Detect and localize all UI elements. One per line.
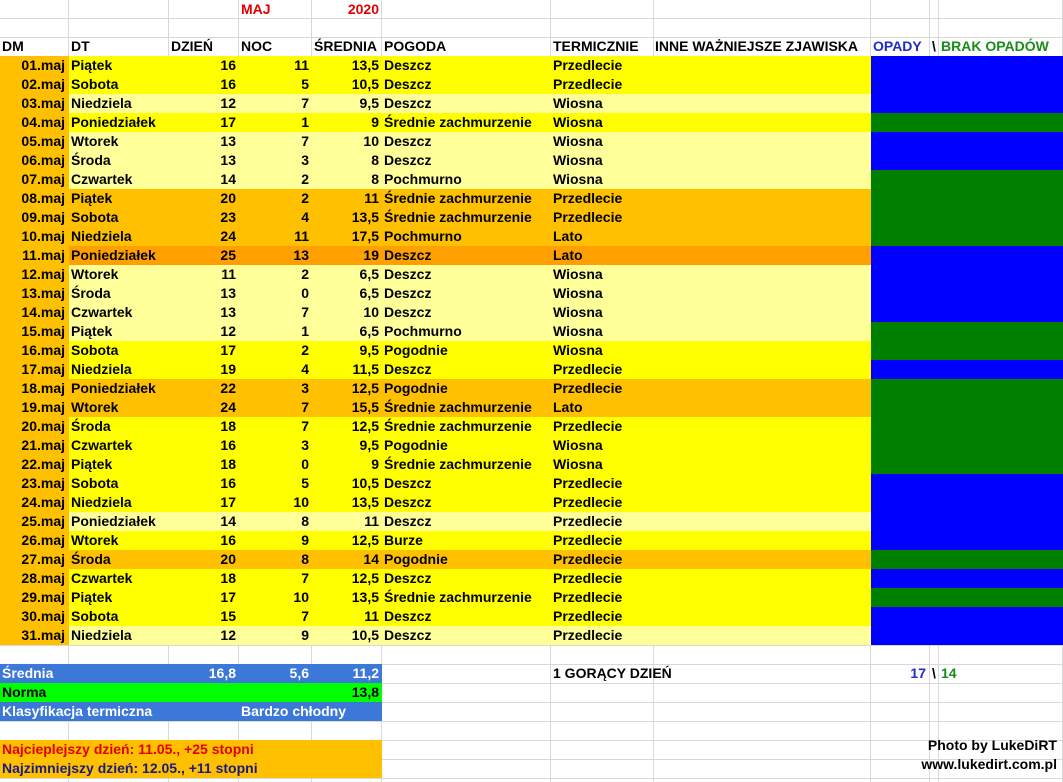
cell-dm: 15.maj xyxy=(21,323,65,339)
precip-marker xyxy=(871,493,1063,512)
cell-day: 18 xyxy=(220,418,236,434)
cell-avg: 6,5 xyxy=(359,285,379,301)
cell-weather: Średnie zachmurzenie xyxy=(384,399,532,415)
cell-night: 9 xyxy=(301,627,309,643)
cell-day: 17 xyxy=(220,342,236,358)
header-thermal: TERMICZNIE xyxy=(553,38,639,54)
cell-thermal: Przedlecie xyxy=(553,209,623,225)
cell-day: 24 xyxy=(220,228,236,244)
cell-thermal: Wiosna xyxy=(553,304,603,320)
cell-day: 17 xyxy=(220,114,236,130)
cell-day: 25 xyxy=(220,247,236,263)
cell-day: 24 xyxy=(220,399,236,415)
cell-weather: Deszcz xyxy=(384,494,432,510)
header-night: NOC xyxy=(241,38,273,54)
cell-night: 8 xyxy=(301,551,309,567)
cell-thermal: Przedlecie xyxy=(553,57,623,73)
cell-dm: 19.maj xyxy=(21,399,65,415)
cell-dm: 06.maj xyxy=(21,152,65,168)
cell-day: 18 xyxy=(220,570,236,586)
cell-day: 12 xyxy=(220,95,236,111)
dry-marker xyxy=(871,588,1063,607)
cell-night: 7 xyxy=(301,570,309,586)
cell-night: 7 xyxy=(301,608,309,624)
cell-night: 4 xyxy=(301,361,309,377)
cell-weather: Deszcz xyxy=(384,475,432,491)
cell-weather: Deszcz xyxy=(384,133,432,149)
cell-night: 10 xyxy=(293,494,309,510)
header-weather: POGODA xyxy=(384,38,447,54)
cell-weather: Pochmurno xyxy=(384,228,462,244)
cell-avg: 11,5 xyxy=(352,361,379,377)
precip-marker xyxy=(871,265,1063,284)
precip-marker xyxy=(871,512,1063,531)
cell-thermal: Przedlecie xyxy=(553,513,623,529)
cell-thermal: Wiosna xyxy=(553,437,603,453)
cell-day: 14 xyxy=(220,171,236,187)
cell-dt: Piątek xyxy=(71,190,113,206)
cell-night: 7 xyxy=(301,95,309,111)
header-precip: OPADY xyxy=(873,38,922,54)
month-title: MAJ xyxy=(241,1,271,17)
cell-dm: 23.maj xyxy=(21,475,65,491)
header-day: DZIEŃ xyxy=(171,38,213,54)
cell-day: 12 xyxy=(220,627,236,643)
cell-dm: 31.maj xyxy=(21,627,65,643)
cell-thermal: Przedlecie xyxy=(553,418,623,434)
hot-days: 1 GORĄCY DZIEŃ xyxy=(553,665,672,681)
cell-weather: Deszcz xyxy=(384,570,432,586)
warmest-day: Najcieplejszy dzień: 11.05., +25 stopni xyxy=(2,741,254,757)
cell-avg: 9,5 xyxy=(359,437,379,453)
cell-avg: 6,5 xyxy=(359,266,379,282)
cell-day: 12 xyxy=(220,323,236,339)
cell-night: 10 xyxy=(293,589,309,605)
cell-dt: Piątek xyxy=(71,589,113,605)
class-label: Klasyfikacja termiczna xyxy=(2,703,153,719)
cell-dt: Sobota xyxy=(71,76,119,92)
cell-weather: Deszcz xyxy=(384,152,432,168)
cell-weather: Deszcz xyxy=(384,285,432,301)
cell-weather: Średnie zachmurzenie xyxy=(384,190,532,206)
cell-thermal: Przedlecie xyxy=(553,76,623,92)
cell-dt: Niedziela xyxy=(71,494,132,510)
cell-dm: 14.maj xyxy=(21,304,65,320)
precip-marker xyxy=(871,607,1063,626)
dry-marker xyxy=(871,379,1063,398)
cell-dt: Niedziela xyxy=(71,95,132,111)
cell-night: 0 xyxy=(301,456,309,472)
cell-dm: 25.maj xyxy=(21,513,65,529)
cell-night: 3 xyxy=(301,152,309,168)
cell-avg: 11 xyxy=(364,190,379,206)
cell-night: 5 xyxy=(301,76,309,92)
cell-dt: Sobota xyxy=(71,342,119,358)
precip-marker xyxy=(871,132,1063,151)
cell-day: 13 xyxy=(220,304,236,320)
cell-weather: Pogodnie xyxy=(384,551,448,567)
class-value: Bardzo chłodny xyxy=(241,703,347,719)
cell-weather: Średnie zachmurzenie xyxy=(384,114,532,130)
cell-dt: Środa xyxy=(71,152,111,168)
cell-thermal: Przedlecie xyxy=(553,190,623,206)
precip-marker xyxy=(871,246,1063,265)
precip-marker xyxy=(871,303,1063,322)
cell-thermal: Przedlecie xyxy=(553,627,623,643)
cell-dm: 16.maj xyxy=(21,342,65,358)
dry-marker xyxy=(871,436,1063,455)
cell-night: 2 xyxy=(301,171,309,187)
cell-night: 3 xyxy=(301,437,309,453)
cell-dt: Niedziela xyxy=(71,361,132,377)
cell-avg: 13,5 xyxy=(351,57,379,73)
cell-dm: 22.maj xyxy=(21,456,65,472)
cell-night: 4 xyxy=(301,209,309,225)
cell-day: 17 xyxy=(220,494,236,510)
avg-label: Średnia xyxy=(2,665,54,681)
cell-day: 16 xyxy=(220,532,236,548)
cell-dt: Środa xyxy=(71,418,111,434)
cell-thermal: Przedlecie xyxy=(553,608,623,624)
cell-day: 16 xyxy=(220,437,236,453)
cell-night: 7 xyxy=(301,304,309,320)
cell-thermal: Przedlecie xyxy=(553,380,623,396)
cell-thermal: Przedlecie xyxy=(553,551,623,567)
cell-avg: 12,5 xyxy=(351,570,379,586)
cell-dt: Poniedziałek xyxy=(71,114,156,130)
dry-marker xyxy=(871,113,1063,132)
cell-day: 16 xyxy=(220,57,236,73)
year-title: 2020 xyxy=(347,1,379,17)
cell-dt: Piątek xyxy=(71,57,113,73)
dry-marker xyxy=(871,322,1063,341)
precip-marker xyxy=(871,626,1063,645)
cell-thermal: Lato xyxy=(553,228,583,244)
cell-dt: Wtorek xyxy=(71,532,119,548)
cell-night: 7 xyxy=(301,418,309,434)
dry-marker xyxy=(871,227,1063,246)
cell-avg: 19 xyxy=(363,247,379,263)
cell-avg: 15,5 xyxy=(351,399,379,415)
cell-day: 17 xyxy=(220,589,236,605)
cell-day: 13 xyxy=(220,285,236,301)
cell-dt: Wtorek xyxy=(71,266,119,282)
cell-thermal: Wiosna xyxy=(553,114,603,130)
dry-marker xyxy=(871,208,1063,227)
cell-thermal: Wiosna xyxy=(553,285,603,301)
dry-count: 14 xyxy=(941,665,957,681)
cell-day: 20 xyxy=(220,190,236,206)
precip-marker xyxy=(871,531,1063,550)
cell-night: 2 xyxy=(301,342,309,358)
cell-avg: 9 xyxy=(371,456,379,472)
cell-avg: 17,5 xyxy=(351,228,379,244)
cell-dt: Czwartek xyxy=(71,171,133,187)
coldest-day: Najzimniejszy dzień: 12.05., +11 stopni xyxy=(2,760,258,776)
cell-dt: Wtorek xyxy=(71,133,119,149)
precip-count-sep: \ xyxy=(932,665,936,681)
cell-thermal: Wiosna xyxy=(553,152,603,168)
header-avg: ŚREDNIA xyxy=(314,38,378,54)
cell-dm: 07.maj xyxy=(21,171,65,187)
cell-day: 11 xyxy=(221,266,236,282)
cell-dt: Wtorek xyxy=(71,399,119,415)
cell-night: 1 xyxy=(301,323,309,339)
cell-dt: Piątek xyxy=(71,323,113,339)
cell-thermal: Wiosna xyxy=(553,323,603,339)
cell-dt: Czwartek xyxy=(71,304,133,320)
cell-night: 2 xyxy=(301,266,309,282)
avg-night: 5,6 xyxy=(289,665,309,681)
cell-night: 8 xyxy=(301,513,309,529)
cell-dm: 10.maj xyxy=(21,228,65,244)
cell-dt: Środa xyxy=(71,551,111,567)
cell-thermal: Przedlecie xyxy=(553,361,623,377)
cell-day: 15 xyxy=(220,608,236,624)
cell-night: 5 xyxy=(301,475,309,491)
cell-day: 22 xyxy=(220,380,236,396)
cell-thermal: Przedlecie xyxy=(553,475,623,491)
cell-thermal: Wiosna xyxy=(553,456,603,472)
header-precip-sep: \ xyxy=(932,38,936,54)
cell-day: 18 xyxy=(220,456,236,472)
cell-avg: 10 xyxy=(363,304,379,320)
cell-dm: 30.maj xyxy=(21,608,65,624)
cell-avg: 11 xyxy=(364,608,379,624)
cell-day: 19 xyxy=(220,361,236,377)
cell-weather: Deszcz xyxy=(384,608,432,624)
avg-day: 16,8 xyxy=(208,665,236,681)
cell-day: 16 xyxy=(220,76,236,92)
cell-avg: 8 xyxy=(371,152,379,168)
cell-weather: Pogodnie xyxy=(384,380,448,396)
cell-night: 2 xyxy=(301,190,309,206)
cell-dm: 24.maj xyxy=(21,494,65,510)
cell-weather: Burze xyxy=(384,532,423,548)
dry-marker xyxy=(871,417,1063,436)
cell-dm: 01.maj xyxy=(21,57,65,73)
cell-weather: Deszcz xyxy=(384,361,432,377)
cell-avg: 9,5 xyxy=(359,342,379,358)
cell-dt: Niedziela xyxy=(71,228,132,244)
precip-marker xyxy=(871,151,1063,170)
cell-night: 9 xyxy=(301,532,309,548)
cell-weather: Deszcz xyxy=(384,57,432,73)
avg-mean: 11,2 xyxy=(352,665,379,681)
cell-avg: 14 xyxy=(363,551,379,567)
cell-dt: Niedziela xyxy=(71,627,132,643)
cell-weather: Średnie zachmurzenie xyxy=(384,589,532,605)
norm-label: Norma xyxy=(2,684,47,700)
precip-count: 17 xyxy=(910,665,926,681)
cell-avg: 9,5 xyxy=(359,95,379,111)
cell-dm: 08.maj xyxy=(21,190,65,206)
cell-dt: Czwartek xyxy=(71,570,133,586)
cell-dt: Czwartek xyxy=(71,437,133,453)
cell-dt: Poniedziałek xyxy=(71,380,156,396)
cell-thermal: Wiosna xyxy=(553,266,603,282)
cell-avg: 13,5 xyxy=(351,209,379,225)
cell-day: 13 xyxy=(220,133,236,149)
cell-day: 23 xyxy=(220,209,236,225)
cell-thermal: Przedlecie xyxy=(553,589,623,605)
dry-marker xyxy=(871,189,1063,208)
cell-weather: Średnie zachmurzenie xyxy=(384,456,532,472)
cell-avg: 12,5 xyxy=(351,380,379,396)
cell-thermal: Przedlecie xyxy=(553,532,623,548)
cell-avg: 13,5 xyxy=(351,494,379,510)
cell-dm: 11.maj xyxy=(22,247,65,263)
cell-thermal: Przedlecie xyxy=(553,494,623,510)
cell-dt: Piątek xyxy=(71,456,113,472)
cell-dm: 18.maj xyxy=(21,380,65,396)
cell-dm: 26.maj xyxy=(21,532,65,548)
cell-dm: 03.maj xyxy=(21,95,65,111)
dry-marker xyxy=(871,170,1063,189)
cell-dm: 27.maj xyxy=(21,551,65,567)
cell-weather: Deszcz xyxy=(384,76,432,92)
header-dm: DM xyxy=(2,38,24,54)
cell-avg: 9 xyxy=(371,114,379,130)
dry-marker xyxy=(871,398,1063,417)
cell-thermal: Wiosna xyxy=(553,95,603,111)
dry-marker xyxy=(871,341,1063,360)
cell-avg: 8 xyxy=(371,171,379,187)
cell-night: 1 xyxy=(301,114,309,130)
cell-weather: Średnie zachmurzenie xyxy=(384,418,532,434)
cell-avg: 11 xyxy=(364,513,379,529)
cell-day: 16 xyxy=(220,475,236,491)
cell-day: 14 xyxy=(220,513,236,529)
cell-thermal: Lato xyxy=(553,399,583,415)
cell-weather: Pochmurno xyxy=(384,171,462,187)
precip-marker xyxy=(871,284,1063,303)
cell-avg: 10,5 xyxy=(351,76,379,92)
cell-dm: 29.maj xyxy=(21,589,65,605)
cell-dt: Sobota xyxy=(71,475,119,491)
precip-marker xyxy=(871,94,1063,113)
cell-night: 7 xyxy=(301,133,309,149)
cell-dt: Środa xyxy=(71,285,111,301)
cell-avg: 10,5 xyxy=(351,475,379,491)
cell-thermal: Wiosna xyxy=(553,171,603,187)
precip-marker xyxy=(871,56,1063,75)
cell-avg: 13,5 xyxy=(351,589,379,605)
cell-dm: 13.maj xyxy=(21,285,65,301)
precip-marker xyxy=(871,569,1063,588)
cell-dm: 28.maj xyxy=(21,570,65,586)
cell-dm: 04.maj xyxy=(21,114,65,130)
dry-marker xyxy=(871,550,1063,569)
cell-weather: Deszcz xyxy=(384,247,432,263)
precip-marker xyxy=(871,75,1063,94)
cell-avg: 12,5 xyxy=(351,418,379,434)
cell-avg: 6,5 xyxy=(359,323,379,339)
cell-weather: Deszcz xyxy=(384,513,432,529)
cell-weather: Deszcz xyxy=(384,95,432,111)
cell-avg: 12,5 xyxy=(351,532,379,548)
cell-night: 0 xyxy=(301,285,309,301)
site-link[interactable]: www.lukedirt.com.pl xyxy=(921,756,1057,772)
cell-thermal: Lato xyxy=(553,247,583,263)
cell-dm: 21.maj xyxy=(21,437,65,453)
photo-credit: Photo by LukeDiRT xyxy=(927,737,1057,753)
cell-dm: 12.maj xyxy=(21,266,65,282)
cell-night: 11 xyxy=(294,228,309,244)
cell-night: 3 xyxy=(301,380,309,396)
cell-dm: 09.maj xyxy=(21,209,65,225)
cell-avg: 10 xyxy=(363,133,379,149)
cell-dt: Sobota xyxy=(71,209,119,225)
precip-marker xyxy=(871,360,1063,379)
cell-weather: Deszcz xyxy=(384,304,432,320)
header-events: INNE WAŻNIEJSZE ZJAWISKA xyxy=(655,38,859,54)
cell-day: 20 xyxy=(220,551,236,567)
cell-dt: Poniedziałek xyxy=(71,513,156,529)
cell-weather: Średnie zachmurzenie xyxy=(384,209,532,225)
cell-dm: 02.maj xyxy=(21,76,65,92)
cell-dm: 17.maj xyxy=(21,361,65,377)
cell-weather: Pochmurno xyxy=(384,323,462,339)
cell-night: 7 xyxy=(301,399,309,415)
cell-weather: Pogodnie xyxy=(384,342,448,358)
cell-weather: Deszcz xyxy=(384,266,432,282)
header-no-precip: BRAK OPADÓW xyxy=(941,38,1049,54)
norm-value: 13,8 xyxy=(351,684,379,700)
cell-weather: Deszcz xyxy=(384,627,432,643)
header-dt: DT xyxy=(71,38,90,54)
precip-marker xyxy=(871,474,1063,493)
cell-dt: Sobota xyxy=(71,608,119,624)
cell-thermal: Przedlecie xyxy=(553,570,623,586)
cell-dm: 20.maj xyxy=(21,418,65,434)
dry-marker xyxy=(871,455,1063,474)
cell-thermal: Wiosna xyxy=(553,342,603,358)
cell-night: 11 xyxy=(294,57,309,73)
cell-avg: 10,5 xyxy=(351,627,379,643)
cell-dt: Poniedziałek xyxy=(71,247,156,263)
cell-night: 13 xyxy=(293,247,309,263)
cell-weather: Pogodnie xyxy=(384,437,448,453)
cell-thermal: Wiosna xyxy=(553,133,603,149)
cell-dm: 05.maj xyxy=(21,133,65,149)
cell-day: 13 xyxy=(220,152,236,168)
